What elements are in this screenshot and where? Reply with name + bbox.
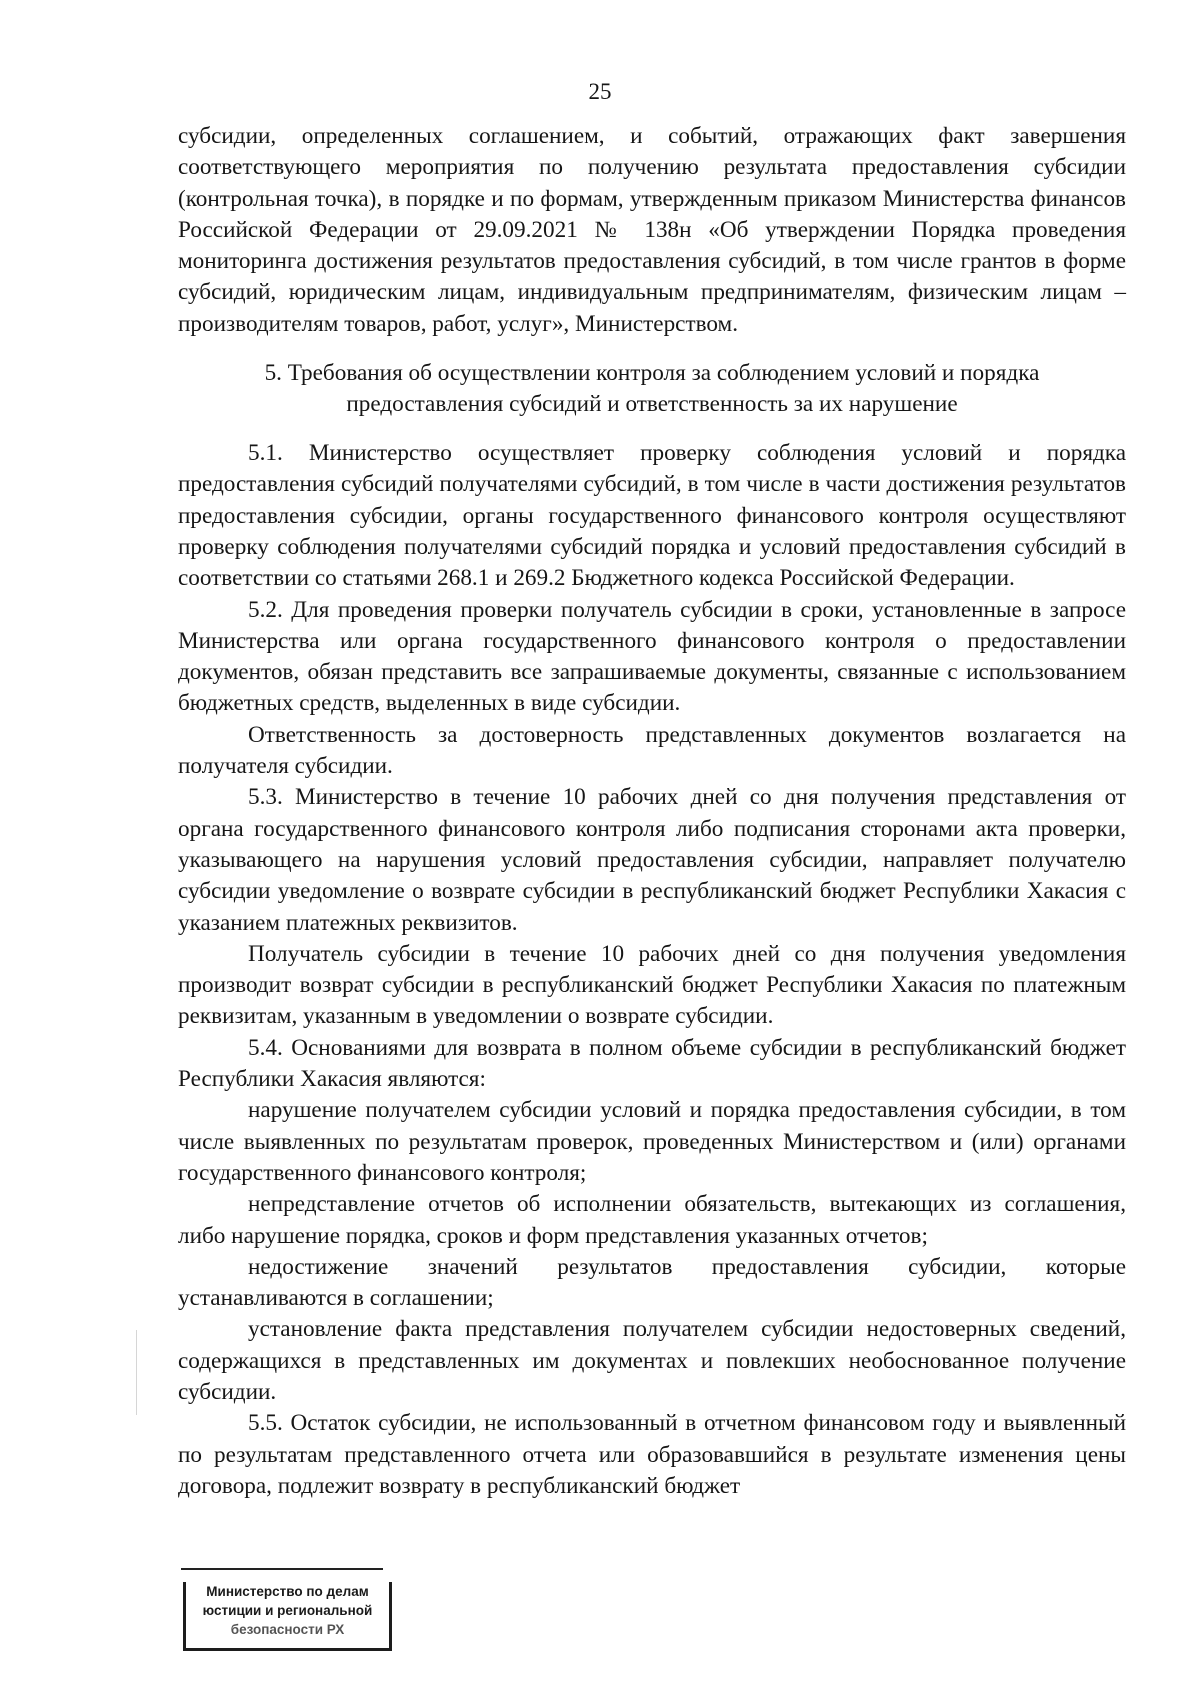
paragraph-5-1: 5.1. Министерство осуществляет проверку соблюдения условий и порядка предоставления субсидий получателями субсидий, в том числе в части достижения результатов предоставления субсидии, органы государственного финансового контроля осуществляют проверку соблюдения получателями субсидий порядка и условий предоставления субсидий в соответствии со статьями 268.1 и 269.2 Бюджетного кодекса Российской Федерации.: [178, 440, 1126, 592]
list-item-false-info: установление факта представления получателем субсидии недостоверных сведений, содержащихся в представленных им документах и повлекших необоснованное получение субсидии.: [178, 1316, 1126, 1405]
section-heading-line-2: предоставления субсидий и ответственность за их нарушение: [346, 390, 958, 417]
section-heading-line-1: 5. Требования об осуществлении контроля за соблюдением условий и порядка: [264, 360, 1040, 387]
list-item-no-reports: непредставление отчетов об исполнении обязательств, вытекающих из соглашения, либо нарушение порядка, сроков и форм представления указанных отчетов;: [178, 1191, 1126, 1249]
stamp-strike-line: [181, 1568, 383, 1570]
paragraph-5-5: 5.5. Остаток субсидии, не использованный в отчетном финансовом году и выявленный по результатам представленного отчета или образовавшийся в результате изменения цены договора, подлежит возврату в республиканский бюджет: [178, 1410, 1126, 1499]
paragraph-5-3-return: Получатель субсидии в течение 10 рабочих дней со дня получения уведомления производит возврат субсидии в республиканский бюджет Республики Хакасия по платежным реквизитам, указанным в уведомлении о возврате субсидии.: [178, 940, 1126, 1030]
paragraph-5-4: 5.4. Основаниями для возврата в полном объеме субсидии в республиканский бюджет Республики Хакасия являются:: [178, 1034, 1126, 1093]
paragraph-continuation: субсидии, определенных соглашением, и событий, отражающих факт завершения соответствующего мероприятия по получению результата предоставления субсидии (контрольная точка), в порядке и по формам, утвержденным приказом Министерства финансов Российской Федерации от 29.09.2021 № 138н «Об утверждении Порядка проведения мониторинга достижения результатов предоставления субсидий, в том числе грантов в форме субсидий, юридическим лицам, индивидуальным предпринимателям, физическим лицам – производителям товаров, работ, услуг», Министерством.: [178, 123, 1126, 337]
section-heading: [188, 358, 1116, 419]
stamp-line-1: Министерство по делам: [206, 1584, 369, 1599]
list-item-not-achieved: недостижение значений результатов предоставления субсидии, которые устанавливаются в соглашении;: [178, 1253, 1126, 1312]
stamp-line-2: юстиции и региональной: [202, 1603, 373, 1618]
list-item-violation: нарушение получателем субсидии условий и порядка предоставления субсидии, в том числе выявленных по результатам проверок, проведенных Министерством и (или) органами государственного финансового контроля;: [178, 1097, 1126, 1186]
paragraph-5-2-responsibility: Ответственность за достоверность представленных документов возлагается на получателя субсидии.: [178, 721, 1126, 780]
paragraph-5-3: 5.3. Министерство в течение 10 рабочих дней со дня получения представления от органа государственного финансового контроля либо подписания сторонами акта проверки, указывающего на нарушения условий предоставления субсидии, направляет получателю субсидии уведомление о возврате субсидии в республиканский бюджет Республики Хакасия с указанием платежных реквизитов.: [178, 784, 1126, 936]
paragraph-5-2: 5.2. Для проведения проверки получатель субсидии в сроки, установленные в запросе Министерства или органа государственного финансового контроля о предоставлении документов, обязан представить все запрашиваемые документы, связанные с использованием бюджетных средств, выделенных в виде субсидии.: [178, 596, 1126, 717]
scan-artifact-line: [136, 1330, 137, 1415]
document-body: [178, 121, 1126, 1502]
page-number: 25: [588, 79, 612, 104]
stamp-line-3: безопасности РХ: [230, 1622, 345, 1637]
ministry-stamp: [183, 1582, 392, 1651]
